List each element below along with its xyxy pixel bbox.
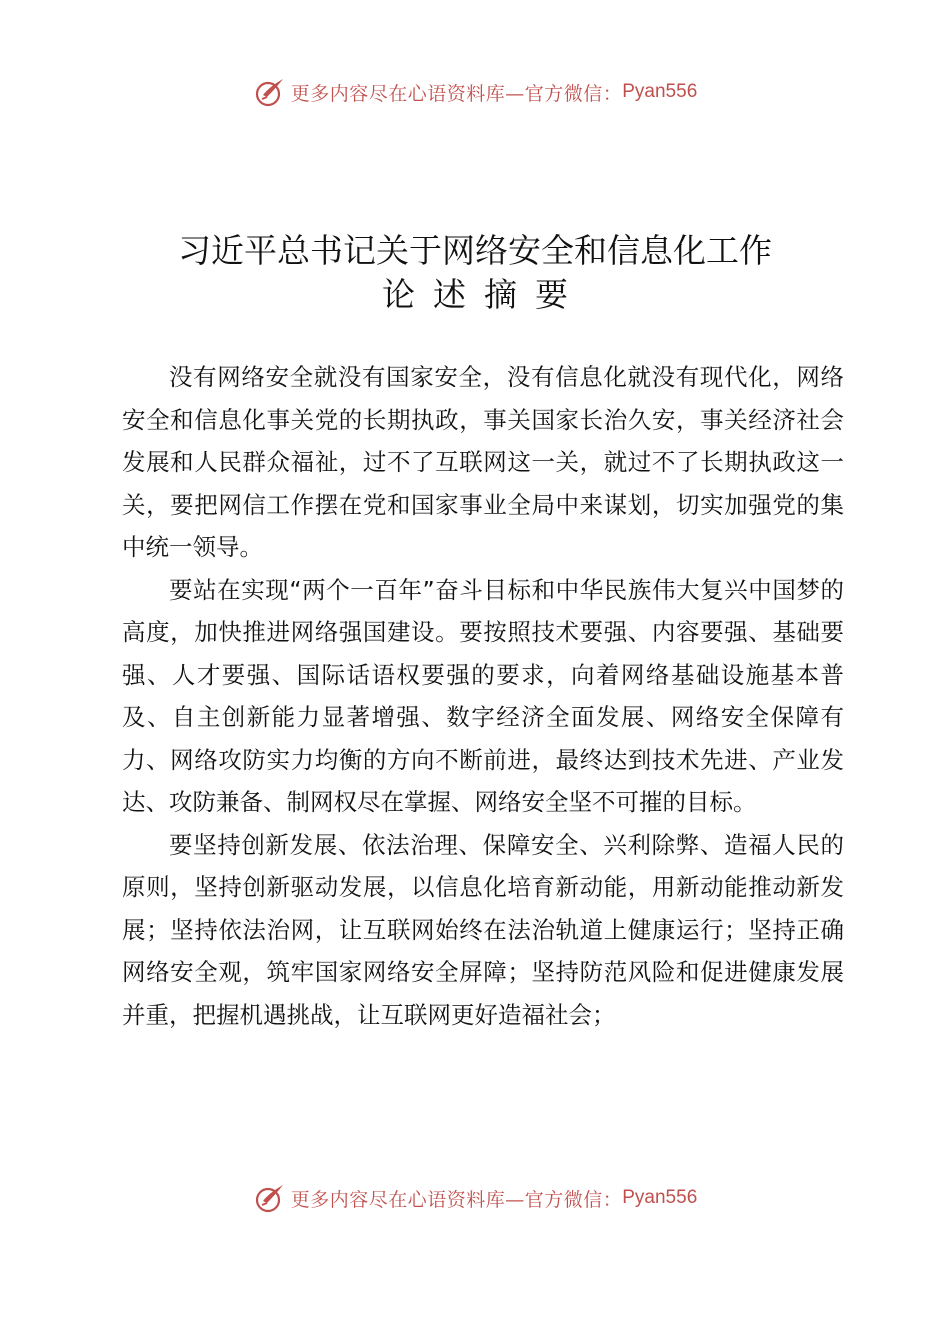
paragraph-1: 没有网络安全就没有国家安全，没有信息化就没有现代化，网络安全和信息化事关党的长期执政，事关国家长治久安，事关经济社会发展和人民群众福祉，过不了互联网这一关，就过不了长期执政这一关，要把网信工作摆在党和国家事业全局中来谋划，切实加强党的集中统一领导。 [122,363,844,561]
header-banner [0,72,950,112]
paragraph-2: 要站在实现“两个一百年”奋斗目标和中华民族伟大复兴中国梦的高度，加快推进网络强国建设。要按照技术要强、内容要强、基础要强、人才要强、国际话语权要强的要求，向着网络基础设施基本普及、自主创新能力显著增强、数字经济全面发展、网络安全保障有力、网络攻防实力均衡的方向不断前进，最终达到技术先进、产业发达、攻防兼备、制网权尽在掌握、网络安全坚不可摧的目标。 [122,575,844,816]
banner-text: 更多内容尽在心语资料库—官方微信： [290,82,623,105]
document-body [122,356,844,1036]
page-title: 习近平总书记关于网络安全和信息化工作 [178,231,772,270]
quill-logo-icon [253,75,287,109]
wechat-id: Pyan556 [622,1187,698,1208]
wechat-id: Pyan556 [622,81,698,102]
paragraph-3: 要坚持创新发展、依法治理、保障安全、兴利除弊、造福人民的原则，坚持创新驱动发展，以信息化培育新动能，用新动能推动新发展；坚持依法治网，让互联网始终在法治轨道上健康运行；坚持正确网络安全观，筑牢国家网络安全屏障；坚持防范风险和促进健康发展并重，把握机遇挑战，让互联网更好造福社会； [122,830,844,1029]
footer-banner [0,1178,950,1218]
banner-text: 更多内容尽在心语资料库—官方微信： [290,1188,623,1211]
page-subtitle: 论述摘要 [382,275,586,314]
quill-logo-icon [253,1181,287,1215]
